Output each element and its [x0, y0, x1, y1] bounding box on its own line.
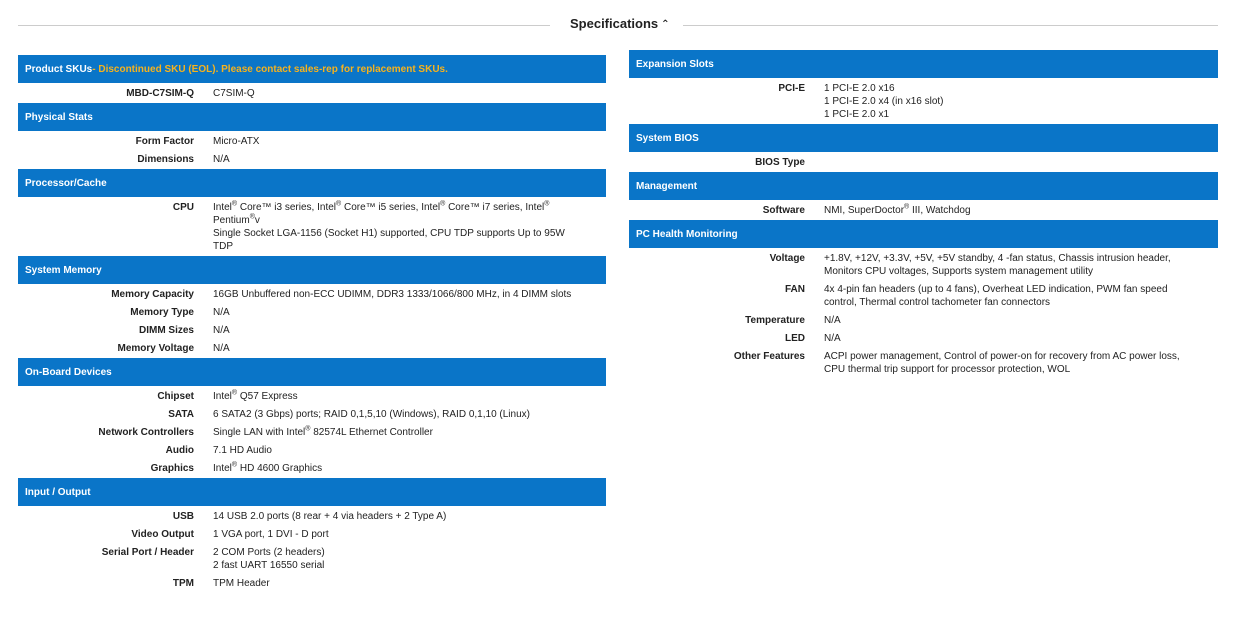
- specifications-toggle[interactable]: [570, 16, 670, 31]
- spec-value-line: Pentium®v: [213, 213, 260, 226]
- spec-value-line: 4x 4-pin fan headers (up to 4 fans), Overheat LED indication, PWM fan speed: [824, 284, 1168, 295]
- spec-row-temperature: [629, 314, 1218, 327]
- spec-row-usb: [18, 510, 606, 523]
- spec-value: [805, 350, 1218, 376]
- spec-label: Network Controllers: [98, 427, 194, 438]
- spec-label: SATA: [168, 409, 194, 420]
- spec-label: Memory Type: [130, 307, 194, 318]
- spec-label: Video Output: [131, 529, 194, 540]
- spec-label: Graphics: [150, 463, 194, 474]
- section-body: [18, 197, 606, 256]
- spec-label: FAN: [785, 284, 805, 295]
- spec-value: [194, 135, 606, 148]
- spec-value-line: N/A: [213, 154, 230, 165]
- spec-value-line: Monitors CPU voltages, Supports system management utility: [824, 266, 1093, 277]
- section-body: [18, 131, 606, 169]
- spec-value: [194, 408, 606, 421]
- spec-value-line: ACPI power management, Control of power-on for recovery from AC power loss,: [824, 351, 1180, 362]
- spec-value: [805, 204, 1218, 217]
- section-header-expansion-slots: [629, 50, 1218, 78]
- section-body: [629, 152, 1218, 172]
- spec-label: Form Factor: [135, 136, 194, 147]
- spec-value: [194, 306, 606, 319]
- spec-label: USB: [172, 511, 194, 522]
- spec-row-network-controllers: [18, 426, 606, 439]
- spec-value-line: NMI, SuperDoctor® III, Watchdog: [824, 203, 971, 216]
- spec-label: MBD-C7SIM-Q: [126, 88, 194, 99]
- section-title: System Memory: [25, 264, 102, 276]
- section-title: Physical Stats: [25, 111, 93, 123]
- spec-row-pci-e: [629, 82, 1218, 121]
- spec-value: [194, 390, 606, 403]
- spec-value: [194, 444, 606, 457]
- spec-value-line: 14 USB 2.0 ports (8 rear + 4 via headers + 2 Type A): [213, 511, 447, 522]
- spec-label: Serial Port / Header: [101, 547, 194, 558]
- spec-label: Voltage: [769, 253, 805, 264]
- spec-value-line: N/A: [213, 307, 230, 318]
- spec-row-other-features: [629, 350, 1218, 376]
- spec-row-led: [629, 332, 1218, 345]
- spec-value-line: CPU thermal trip support for processor protection, WOL: [824, 364, 1071, 375]
- eol-notice: - Discontinued SKU (EOL). Please contact sales-rep for replacement SKUs.: [92, 63, 448, 75]
- spec-row-software: [629, 204, 1218, 217]
- spec-value-line: N/A: [213, 343, 230, 354]
- spec-value-line: Intel® Q57 Express: [213, 389, 298, 402]
- header-divider-left: [18, 25, 550, 26]
- spec-label: LED: [785, 333, 805, 344]
- spec-value-line: +1.8V, +12V, +3.3V, +5V, +5V standby, 4 -fan status, Chassis intrusion header,: [824, 253, 1171, 264]
- spec-row-fan: [629, 283, 1218, 309]
- spec-value-line: 6 SATA2 (3 Gbps) ports; RAID 0,1,5,10 (Windows), RAID 0,1,10 (Linux): [213, 409, 530, 420]
- spec-row-memory-type: [18, 306, 606, 319]
- section-header-management: [629, 172, 1218, 200]
- section-body: [629, 248, 1218, 379]
- spec-value-line: control, Thermal control tachometer fan connectors: [824, 297, 1051, 308]
- spec-row-tpm: [18, 577, 606, 590]
- spec-value: [194, 510, 606, 523]
- spec-label: Chipset: [157, 391, 194, 402]
- spec-value-line: 16GB Unbuffered non-ECC UDIMM, DDR3 1333/1066/800 MHz, in 4 DIMM slots: [213, 289, 572, 300]
- spec-row-serial-port-header: [18, 546, 606, 572]
- spec-value: [805, 156, 1218, 169]
- spec-value-line: Micro-ATX: [213, 136, 260, 147]
- section-body: [629, 200, 1218, 220]
- spec-row-memory-voltage: [18, 342, 606, 355]
- spec-label: Temperature: [745, 315, 805, 326]
- spec-value-line: [824, 156, 1218, 169]
- spec-value: [194, 426, 606, 439]
- spec-value-line: Intel® Core™ i3 series, Intel® Core™ i5 series, Intel® Core™ i7 series, Intel®: [213, 200, 550, 213]
- spec-column-left: [18, 55, 606, 593]
- spec-row-voltage: [629, 252, 1218, 278]
- spec-row-form-factor: [18, 135, 606, 148]
- section-header-physical-stats: [18, 103, 606, 131]
- header-divider-right: [683, 25, 1218, 26]
- spec-value: [194, 546, 606, 572]
- spec-value: [194, 153, 606, 166]
- spec-value-line: N/A: [213, 325, 230, 336]
- section-header-pc-health-monitoring: [629, 220, 1218, 248]
- section-header-system-memory: [18, 256, 606, 284]
- spec-value-line: 2 fast UART 16550 serial: [213, 560, 325, 571]
- section-header-input-output: [18, 478, 606, 506]
- spec-row-dimensions: [18, 153, 606, 166]
- section-header-processor-cache: [18, 169, 606, 197]
- spec-value: [805, 283, 1218, 309]
- section-body: [18, 284, 606, 358]
- spec-row-cpu: [18, 201, 606, 253]
- spec-row-graphics: [18, 462, 606, 475]
- spec-value: [194, 201, 606, 253]
- section-title: System BIOS: [636, 132, 699, 144]
- spec-value: [194, 324, 606, 337]
- section-title: Product SKUs: [25, 63, 93, 75]
- spec-label: Memory Capacity: [111, 289, 194, 300]
- spec-label: CPU: [172, 202, 194, 213]
- chevron-up-icon: ⌃: [661, 19, 670, 30]
- spec-value: [194, 288, 606, 301]
- spec-row-chipset: [18, 390, 606, 403]
- section-header-system-bios: [629, 124, 1218, 152]
- section-title: Expansion Slots: [636, 58, 714, 70]
- specifications-header: [18, 0, 1218, 48]
- spec-value: [805, 82, 1218, 121]
- section-title: Management: [636, 180, 698, 192]
- spec-value-line: TDP: [213, 241, 233, 252]
- section-title: PC Health Monitoring: [636, 228, 738, 240]
- spec-value-line: Intel® HD 4600 Graphics: [213, 461, 323, 474]
- spec-value-line: C7SIM-Q: [213, 88, 255, 99]
- spec-value: [805, 252, 1218, 278]
- spec-row-video-output: [18, 528, 606, 541]
- spec-value: [194, 528, 606, 541]
- spec-label: Audio: [165, 445, 194, 456]
- spec-value: [194, 462, 606, 475]
- spec-row-bios-type: [629, 156, 1218, 169]
- spec-row-sata: [18, 408, 606, 421]
- spec-value-line: N/A: [824, 315, 841, 326]
- spec-value-line: 7.1 HD Audio: [213, 445, 272, 456]
- spec-value-line: 1 PCI-E 2.0 x4 (in x16 slot): [824, 96, 944, 107]
- spec-row-mbd-c7sim-q: [18, 87, 606, 100]
- spec-row-audio: [18, 444, 606, 457]
- spec-label: PCI-E: [778, 83, 805, 94]
- spec-value: [194, 87, 606, 100]
- spec-value: [194, 342, 606, 355]
- spec-value-line: 1 VGA port, 1 DVI - D port: [213, 529, 329, 540]
- spec-value: [805, 332, 1218, 345]
- spec-value-line: TPM Header: [213, 578, 270, 589]
- section-body: [629, 78, 1218, 124]
- section-header-product-skus: [18, 55, 606, 83]
- spec-value-line: Single LAN with Intel® 82574L Ethernet Controller: [213, 425, 433, 438]
- spec-value: [805, 314, 1218, 327]
- section-header-on-board-devices: [18, 358, 606, 386]
- spec-value-line: Single Socket LGA-1156 (Socket H1) supported, CPU TDP supports Up to 95W: [213, 228, 565, 239]
- spec-label: Other Features: [733, 351, 805, 362]
- spec-label: Memory Voltage: [117, 343, 194, 354]
- spec-label: TPM: [172, 578, 194, 589]
- specifications-title: Specifications: [570, 16, 659, 31]
- section-body: [18, 506, 606, 593]
- section-title: Processor/Cache: [25, 177, 107, 189]
- section-title: On-Board Devices: [25, 366, 112, 378]
- spec-value-line: 2 COM Ports (2 headers): [213, 547, 325, 558]
- spec-value-line: 1 PCI-E 2.0 x16: [824, 83, 895, 94]
- spec-value-line: 1 PCI-E 2.0 x1: [824, 109, 890, 120]
- section-body: [18, 83, 606, 103]
- spec-row-memory-capacity: [18, 288, 606, 301]
- section-title: Input / Output: [25, 486, 91, 498]
- spec-label: DIMM Sizes: [138, 325, 194, 336]
- spec-label: BIOS Type: [755, 157, 805, 168]
- section-body: [18, 386, 606, 478]
- spec-label: Software: [762, 205, 805, 216]
- spec-value: [194, 577, 606, 590]
- spec-label: Dimensions: [137, 154, 194, 165]
- spec-row-dimm-sizes: [18, 324, 606, 337]
- spec-value-line: N/A: [824, 333, 841, 344]
- spec-column-right: [629, 50, 1218, 379]
